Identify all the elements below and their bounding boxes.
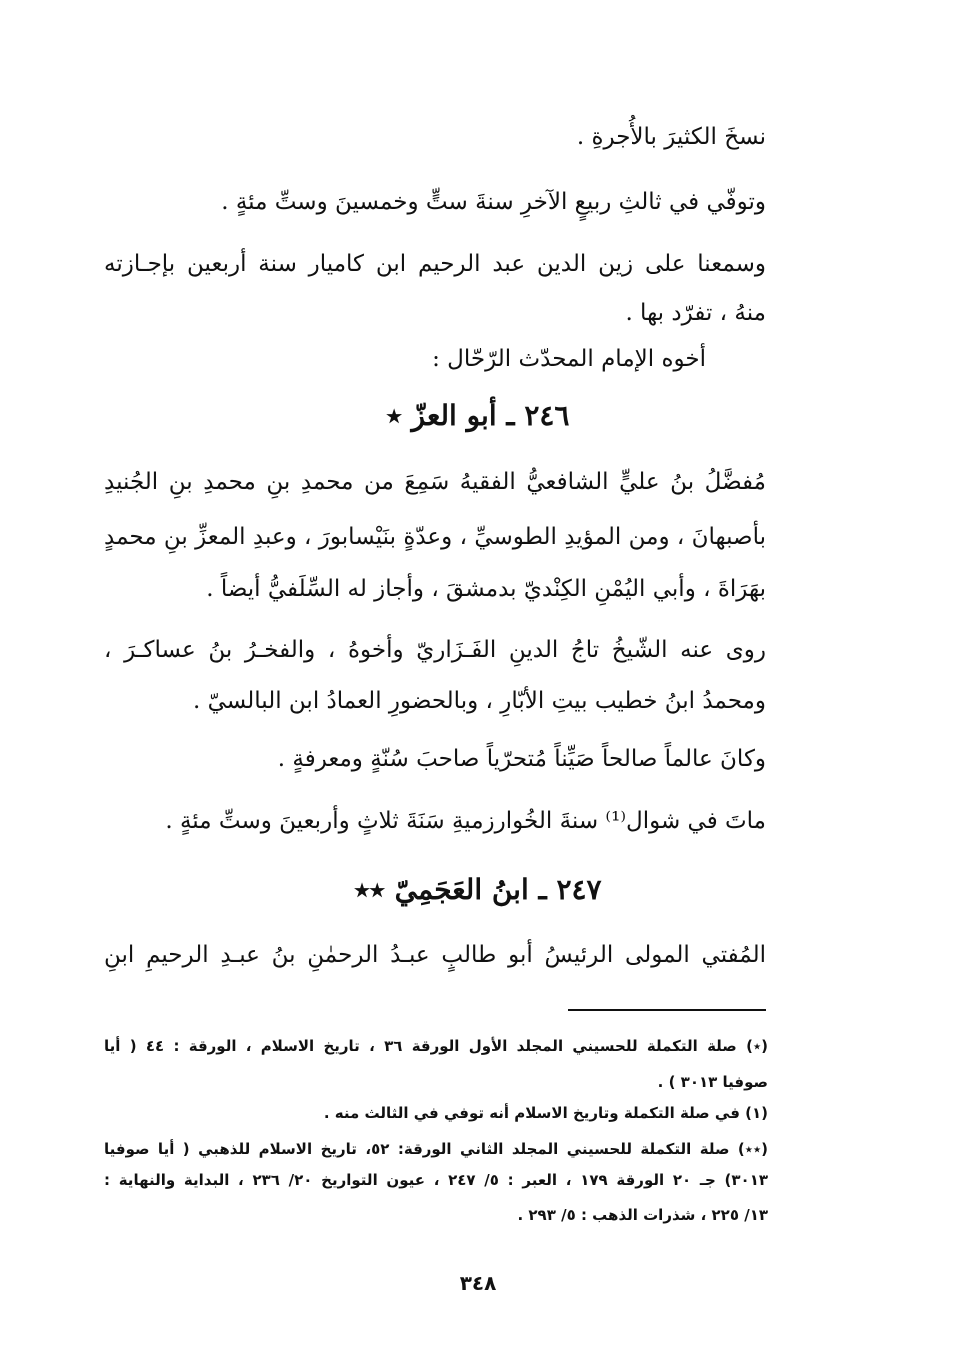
entry-246-line-3: بهَرَاةَ ، وأبي اليُمْنِ الكِنْديّ بدمشقَ ، وأجاز له السِّلَفيُّ أيضاً . — [206, 576, 766, 602]
footnote-separator — [568, 1009, 766, 1011]
body-line-1: نسخَ الكثيرَ بالأُجرةِ . — [576, 124, 766, 150]
body-line-2: وتوفّي في ثالثِ ربيعٍ الآخرِ سنةَ ستٍّ وخمسينَ وستِّ مئةٍ . — [221, 189, 766, 215]
entry-246-line-1: مُفضَّلُ بنُ عليٍّ الشافعيُّ الفقيهُ سَمِعَ من محمدِ بنِ محمدِ بنِ الجُنيدِ — [104, 469, 766, 495]
footnote-line-4: (٭٭) صلة التكملة للحسيني المجلد الثاني الورقة: ٥٢، تاريخ الاسلام للذهبي ( أيا صوفيا — [104, 1140, 768, 1158]
entry-246-line-5: ومحمدُ ابنُ خطيب بيتِ الأبّارِ ، وبالحضورِ العمادُ ابن البالسيّ . — [192, 688, 766, 714]
page-number: ٣٤٨ — [459, 1271, 497, 1295]
footnote-line-5: ٣٠١٣) جـ ٢٠ الورقة ١٧٩ ، العبر : ٥/ ٢٤٧ ، عيون التواريخ ٢٠/ ٢٣٦ ، البداية والنهاية : — [104, 1171, 769, 1189]
entry-246-line-2: بأصبهانَ ، ومن المؤيدِ الطوسيِّ ، وعدّةٍ بنَيْسابورَ ، وعبدِ المعزِّ بنِ محمدٍ — [104, 524, 766, 550]
body-line-5: أخوه الإمام المحدّث الرّحّال : — [432, 346, 706, 372]
entry-246-line-4: روى عنه الشّيخُ تاجُ الدينِ الفَـزَاريّ وأخوهُ ، والفخـرُ بنُ عساكـرَ ، — [104, 637, 766, 663]
entry-heading-246: ٢٤٦ ـ أبو العزّ ٭ — [386, 399, 570, 432]
entry-246-line-6: وكانَ عالماً صالحاً صَيِّناً مُتحرّياً صاحبَ سُنّةٍ ومعرفةٍ . — [277, 746, 766, 772]
footnote-line-1: (٭) صلة التكملة للحسيني المجلد الأول الورقة ٣٦ ، تاريخ الاسلام ، الورقة : ٤٤ ( أيا — [104, 1037, 768, 1055]
footnote-line-2: صوفيا ٣٠١٣ ) . — [657, 1073, 768, 1091]
footnote-line-6: ١٣/ ٢٢٥ ، شذرات الذهب : ٥/ ٢٩٣ . — [517, 1206, 768, 1224]
entry-246-line-7: ماتَ في شوال⁽¹⁾ سنةَ الخُوارزميةِ سَنَةَ ثلاثٍ وأربعينَ وستِّ مئةٍ . — [165, 808, 766, 834]
footnote-line-3: (١) في صلة التكملة وتاريخ الاسلام أنه توفي في الثالث منه . — [323, 1104, 768, 1122]
body-line-4: منهُ ، تفرّد بها . — [625, 300, 766, 326]
entry-247-line-1: المُفتي المولى الرئيسُ أبو طالبٍ عبـدُ الرحمٰنِ بنُ عبـدِ الرحيمِ ابنِ — [104, 942, 766, 968]
entry-heading-247: ٢٤٧ ـ ابنُ العَجَمِيّ ٭٭ — [354, 873, 602, 906]
body-line-3: وسمعنا على زين الدين عبد الرحيم ابن كاميار سنة أربعين بإجـازته — [104, 251, 766, 277]
